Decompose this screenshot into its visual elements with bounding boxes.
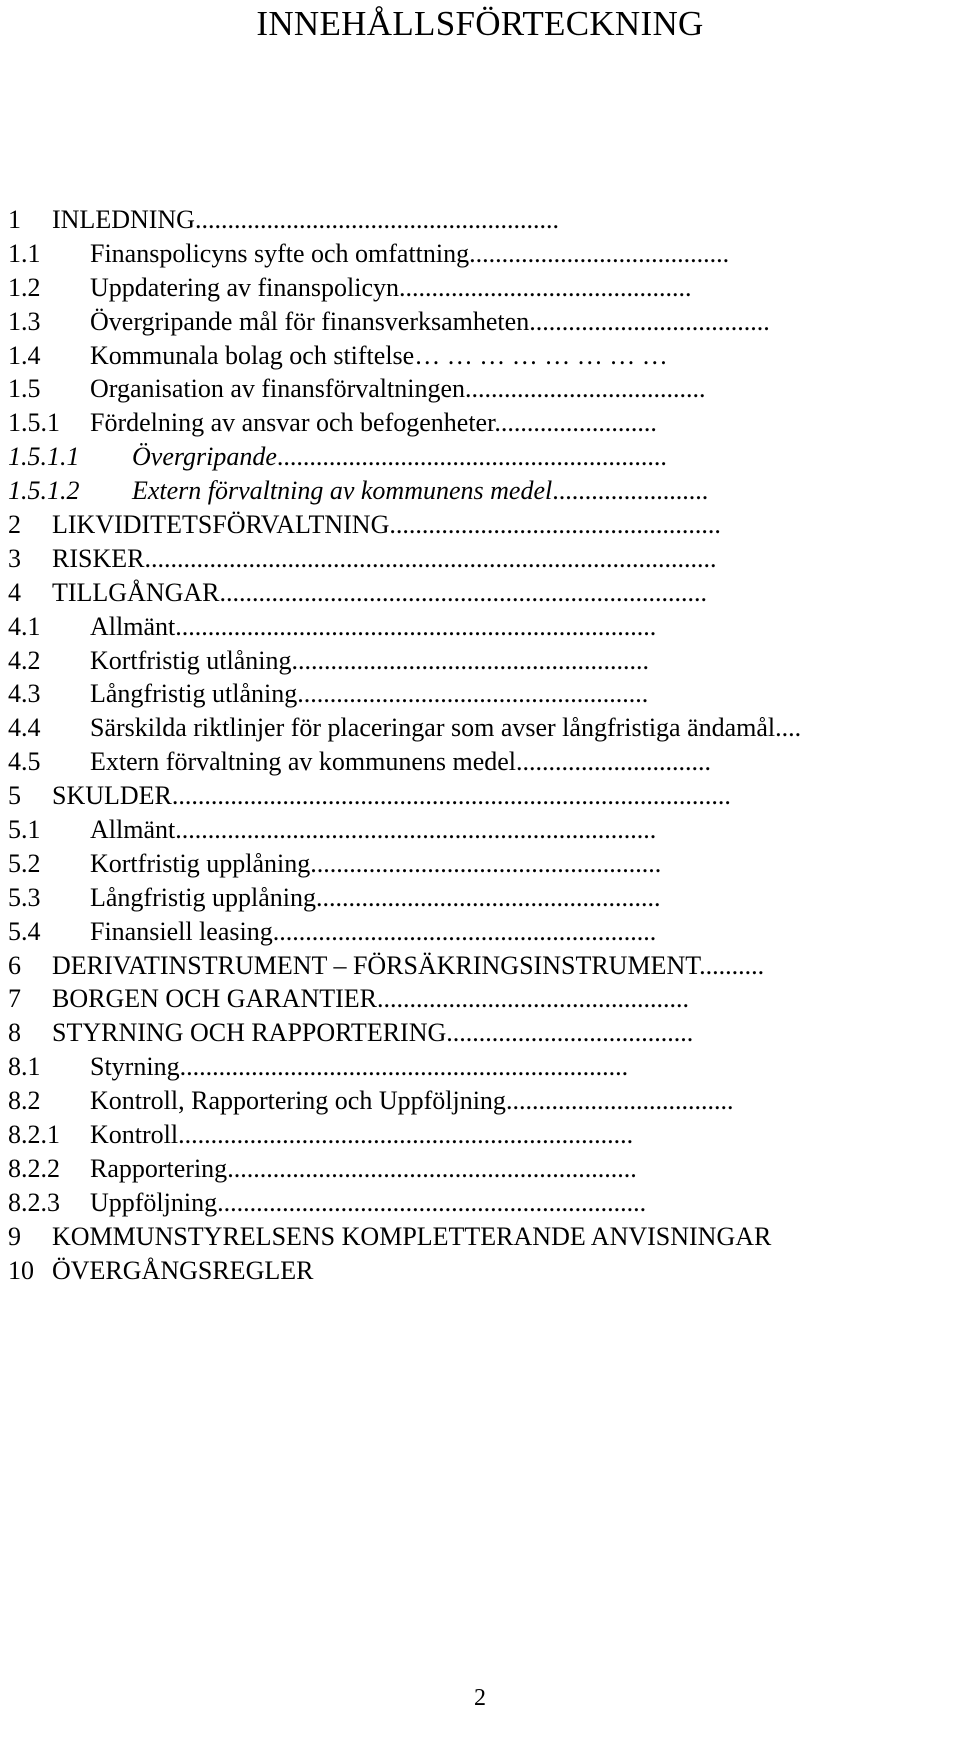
toc-entry[interactable] — [8, 474, 960, 508]
toc-entry-number: 1 — [8, 205, 21, 234]
toc-entry[interactable] — [8, 508, 960, 542]
toc-entry-label — [52, 949, 764, 983]
toc-entry[interactable] — [8, 813, 960, 847]
toc-entry-leader: ...................................................................... — [178, 1120, 634, 1150]
toc-entry-text: Kortfristig upplåning — [90, 848, 311, 878]
toc-entry[interactable] — [8, 644, 960, 678]
toc-entry[interactable] — [8, 203, 960, 237]
toc-entry-label — [90, 1050, 628, 1084]
toc-entry-number: 5 — [8, 781, 21, 811]
toc-entry-label — [90, 847, 661, 881]
toc-entry-leader: ..................................................................... — [179, 1052, 629, 1082]
toc-entry-label — [90, 711, 801, 745]
toc-entry-number: 5.2 — [8, 848, 41, 878]
toc-entry-label — [90, 1118, 633, 1152]
toc-entry[interactable] — [8, 1016, 960, 1050]
toc-entry-number: 8.2.2 — [8, 1153, 60, 1183]
toc-entry[interactable] — [8, 1084, 960, 1118]
toc-entry[interactable] — [8, 677, 960, 711]
toc-entry-label — [52, 576, 707, 610]
toc-entry-label — [52, 1220, 771, 1254]
toc-entry-leader: ..................................... — [464, 374, 706, 404]
toc-entry-number: 4.4 — [8, 713, 41, 743]
toc-entry-number: 3 — [8, 543, 21, 573]
toc-entry-leader: ........................................ — [469, 238, 730, 268]
toc-entry[interactable] — [8, 949, 960, 983]
toc-entry[interactable] — [8, 440, 960, 474]
toc-entry[interactable] — [8, 406, 960, 440]
toc-entry-text: Kortfristig utlåning — [90, 645, 292, 675]
toc-entry[interactable] — [8, 271, 960, 305]
toc-entry-text: Styrning — [90, 1052, 180, 1082]
toc-entry[interactable] — [8, 982, 960, 1016]
toc-entry-text: SKULDER — [52, 781, 172, 811]
toc-entry[interactable] — [8, 1254, 960, 1288]
toc-entry[interactable] — [8, 610, 960, 644]
toc-entry-number: 8.2 — [8, 1086, 41, 1116]
toc-entry[interactable] — [8, 881, 960, 915]
toc-entry-number: 10 — [8, 1255, 34, 1285]
toc-entry-label — [90, 339, 668, 373]
toc-entry-leader: ........................................................................... — [219, 577, 708, 607]
toc-entry-text: Kommunala bolag och stiftelse — [90, 340, 415, 370]
document-title: INNEHÅLLSFÖRTECKNING — [256, 4, 704, 43]
toc-entry-leader: .......................................................................... — [175, 815, 657, 845]
toc-entry[interactable] — [8, 576, 960, 610]
toc-entry-number: 1.5.1.2 — [8, 476, 80, 506]
toc-entry-leader: ...................................................................................... — [171, 781, 731, 811]
toc-entry-text: Finanspolicyns syfte och omfattning — [90, 238, 470, 268]
toc-entry-label — [52, 1254, 313, 1288]
toc-entry-text: KOMMUNSTYRELSENS KOMPLETTERANDE ANVISNINGAR — [52, 1221, 772, 1251]
toc-entry-label — [90, 1186, 646, 1220]
toc-entry-number: 8.2.1 — [8, 1120, 60, 1150]
toc-entry[interactable] — [8, 847, 960, 881]
toc-entry-text: Kontroll — [90, 1120, 179, 1150]
toc-entry-number: 4.1 — [8, 611, 41, 641]
toc-entry[interactable] — [8, 305, 960, 339]
toc-entry-text: Extern förvaltning av kommunens medel — [132, 476, 553, 506]
toc-entry-label — [52, 1016, 693, 1050]
toc-entry-label — [90, 1152, 637, 1186]
toc-entry-text: Kontroll, Rapportering och Uppföljning — [90, 1086, 506, 1116]
toc-entry-number: 1.5.1.1 — [8, 442, 80, 472]
toc-entry-text: Finansiell leasing — [90, 916, 273, 946]
toc-entry-text: Fördelning av ansvar och befogenheter — [90, 408, 495, 438]
toc-entry[interactable] — [8, 1186, 960, 1220]
toc-entry-number: 6 — [8, 950, 21, 980]
toc-entry-label — [90, 677, 648, 711]
toc-entry-label — [90, 237, 729, 271]
toc-entry-text: Organisation av finansförvaltningen — [90, 374, 465, 404]
toc-entry-label — [132, 474, 708, 508]
toc-entry-number: 8.1 — [8, 1052, 41, 1082]
toc-entry[interactable] — [8, 779, 960, 813]
toc-entry-leader: .................................................................. — [217, 1187, 647, 1217]
toc-entry-number: 5.1 — [8, 815, 41, 845]
toc-entry-number: 8 — [8, 1018, 21, 1048]
toc-entry-leader: .... — [775, 713, 802, 743]
toc-entry-text: Övergripande mål för finansverksamheten — [90, 306, 530, 336]
toc-entry[interactable] — [8, 339, 960, 373]
toc-entry-leader: ............................................ — [405, 272, 692, 302]
toc-entry-text: Särskilda riktlinjer för placeringar som avser långfristiga ändamål — [90, 713, 776, 743]
toc-entry-leader: .............................. — [516, 747, 712, 777]
toc-entry-text: INLEDNING — [52, 205, 195, 234]
toc-entry-leader: .......... — [699, 950, 765, 980]
toc-entry[interactable] — [8, 915, 960, 949]
toc-entry-number: 1.1 — [8, 238, 41, 268]
toc-entry-text: STYRNING OCH RAPPORTERING — [52, 1018, 447, 1048]
toc-entry-text: Uppföljning — [90, 1187, 218, 1217]
toc-entry-number: 1.4 — [8, 340, 41, 370]
toc-entry-number: 7 — [8, 984, 21, 1014]
toc-entry-label — [90, 1084, 733, 1118]
toc-entry-leader: ..................................... — [529, 306, 770, 336]
toc-entry-leader: ...................................... — [446, 1018, 694, 1048]
toc-entry[interactable] — [8, 1050, 960, 1084]
toc-entry-label — [90, 271, 692, 305]
toc-entry-number: 1.3 — [8, 306, 41, 336]
toc-entry-leader: .......................................................................... — [175, 611, 657, 641]
toc-entry-number: 5.4 — [8, 916, 41, 946]
toc-entry-number: 1.5 — [8, 374, 41, 404]
toc-entry-leader: ...................................................... — [310, 848, 662, 878]
toc-entry-text: Rapportering — [90, 1153, 228, 1183]
toc-entry-number: 1.2 — [8, 272, 41, 302]
toc-entry-leader: ............................................................... — [227, 1153, 637, 1183]
toc-entry-number: 5.3 — [8, 882, 41, 912]
toc-entry-label — [90, 372, 705, 406]
toc-entry-leader: ........................................................ — [194, 205, 559, 234]
toc-entry-label — [90, 813, 656, 847]
toc-entry-leader: ............................................................ — [276, 442, 667, 472]
toc-entry-leader: ................................................... — [389, 510, 721, 540]
toc-entry-number: 4.5 — [8, 747, 41, 777]
toc-entry-leader: ......................... — [494, 408, 657, 438]
toc-entry-label — [90, 881, 661, 915]
toc-entry-leader: ....................................................... — [291, 645, 649, 675]
toc-entry-text: Allmänt — [90, 611, 176, 641]
toc-entry-leader: ........................................................... — [272, 916, 657, 946]
toc-entry[interactable] — [8, 1220, 960, 1254]
toc-entry-label — [52, 508, 721, 542]
toc-entry-label — [52, 542, 716, 576]
toc-entry-text: Extern förvaltning av kommunens medel — [90, 747, 517, 777]
toc-entry-label — [52, 203, 559, 237]
toc-entry-text: TILLGÅNGAR — [52, 577, 220, 607]
toc-entry-number: 8.2.3 — [8, 1187, 60, 1217]
toc-entry[interactable] — [8, 711, 960, 745]
toc-entry-text: Övergripande — [132, 442, 277, 472]
toc-entry-text: Uppdatering av finanspolicyn. — [90, 272, 406, 302]
toc-entry-leader: ................................... — [505, 1086, 734, 1116]
toc-entry-label — [90, 305, 770, 339]
toc-entry-number: 1.5.1 — [8, 408, 60, 438]
toc-entry-text: RISKER — [52, 543, 145, 573]
toc-entry-leader: ..................................................... — [316, 882, 661, 912]
toc-entry[interactable] — [8, 1152, 960, 1186]
toc-entry-label — [90, 745, 711, 779]
toc-entry-number: 4 — [8, 577, 21, 607]
toc-entry-text: BORGEN OCH GARANTIER — [52, 984, 377, 1014]
toc-entry-text: Allmänt — [90, 815, 176, 845]
toc-entry-text: Långfristig upplåning — [90, 882, 317, 912]
page-number: 2 — [474, 1685, 486, 1711]
toc-entry-label — [90, 644, 649, 678]
toc-entry[interactable] — [8, 237, 960, 271]
toc-entry-leader: ........................................................................................ — [144, 543, 717, 573]
toc-entry-label — [90, 610, 656, 644]
toc-entry-text: LIKVIDITETSFÖRVALTNING — [52, 510, 390, 540]
toc-entry-number: 9 — [8, 1221, 21, 1251]
toc-entry-label — [132, 440, 667, 474]
toc-entry-number: 4.3 — [8, 679, 41, 709]
toc-entry-number: 2 — [8, 510, 21, 540]
toc-entry[interactable] — [8, 745, 960, 779]
toc-entry-text: ÖVERGÅNGSREGLER — [52, 1255, 314, 1285]
toc-entry-number: 4.2 — [8, 645, 41, 675]
toc-entry-label — [52, 982, 689, 1016]
toc-entry-leader: ........................ — [552, 476, 709, 506]
toc-entry-leader: ...................................................... — [297, 679, 649, 709]
toc-entry-label — [52, 779, 731, 813]
toc-entry-leader: … … … … … … … … — [414, 340, 668, 370]
toc-entry-text: DERIVATINSTRUMENT – FÖRSÄKRINGSINSTRUMENT — [52, 950, 700, 980]
toc-entry[interactable] — [8, 1118, 960, 1152]
table-of-contents — [8, 203, 960, 1288]
toc-entry[interactable] — [8, 372, 960, 406]
toc-entry[interactable] — [8, 542, 960, 576]
toc-entry-label — [90, 406, 657, 440]
toc-entry-text: Långfristig utlåning — [90, 679, 298, 709]
toc-entry-leader: ................................................ — [377, 984, 689, 1014]
toc-entry-label — [90, 915, 656, 949]
